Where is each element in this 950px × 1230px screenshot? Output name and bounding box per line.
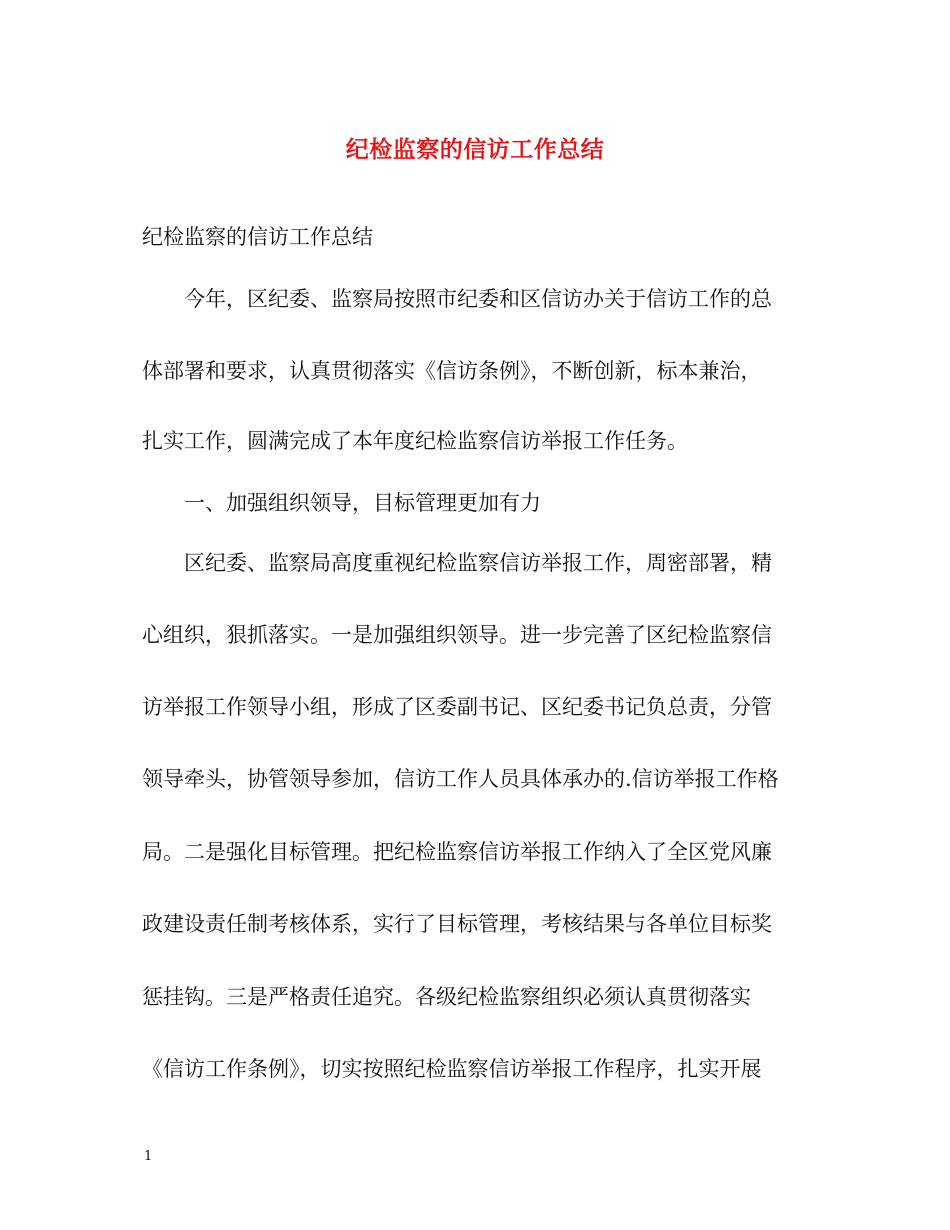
text-line-12: 《信访工作条例》，切实按照纪检监察信访举报工作程序，扎实开展 (142, 1057, 762, 1081)
text-line-7: 访举报工作领导小组，形成了区委副书记、区纪委书记负总责，分管 (142, 695, 772, 719)
text-line-6: 心组织，狠抓落实。一是加强组织领导。进一步完善了区纪检监察信 (142, 623, 772, 647)
text-line-2: 体部署和要求，认真贯彻落实《信访条例》，不断创新，标本兼治， (142, 359, 762, 383)
text-line-5: 区纪委、监察局高度重视纪检监察信访举报工作，周密部署，精 (142, 551, 772, 575)
text-line-10: 政建设责任制考核体系，实行了目标管理，考核结果与各单位目标奖 (142, 912, 772, 936)
document-subtitle: 纪检监察的信访工作总结 (142, 225, 373, 249)
text-line-1: 今年，区纪委、监察局按照市纪委和区信访办关于信访工作的总 (142, 287, 772, 311)
document-title: 纪检监察的信访工作总结 (345, 136, 605, 163)
text-line-8: 领导牵头，协管领导参加，信访工作人员具体承办的.信访举报工作格 (142, 767, 779, 791)
text-line-11: 惩挂钩。三是严格责任追究。各级纪检监察组织必须认真贯彻落实 (142, 985, 751, 1009)
section-heading-1: 一、加强组织领导，目标管理更加有力 (142, 491, 541, 515)
page-number: 1 (144, 1149, 153, 1164)
text-line-9: 局。二是强化目标管理。把纪检监察信访举报工作纳入了全区党风廉 (142, 840, 772, 864)
text-line-3: 扎实工作，圆满完成了本年度纪检监察信访举报工作任务。 (142, 429, 688, 453)
